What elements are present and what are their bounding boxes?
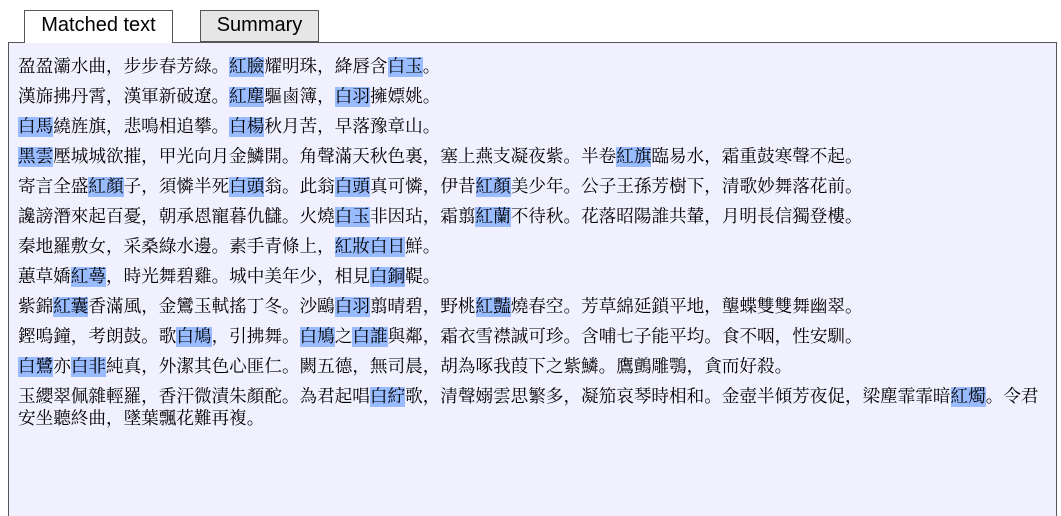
highlighted-match: 白紵 bbox=[369, 387, 406, 407]
highlighted-match: 紅臉 bbox=[229, 57, 265, 77]
text-segment: 。 bbox=[422, 57, 441, 77]
matched-text-line bbox=[18, 232, 1056, 262]
matched-text-line bbox=[18, 292, 1056, 322]
text-segment: 鞮。 bbox=[405, 267, 441, 287]
highlighted-match: 白楊 bbox=[229, 117, 265, 137]
text-segment: ，引拂舞。 bbox=[211, 327, 300, 347]
text-segment: 盈盈灞水曲，步步春芳綠。 bbox=[18, 57, 230, 77]
text-segment: 。令君安坐聽終曲，墜葉飄花難再複。 bbox=[18, 387, 1039, 429]
highlighted-match: 白鳩 bbox=[176, 327, 212, 347]
text-segment: 翦晴碧，野桃 bbox=[369, 297, 476, 317]
highlighted-match: 紅豔 bbox=[475, 297, 511, 317]
matched-text-panel bbox=[8, 42, 1057, 516]
text-segment: 玉纓翠佩雜輕羅，香汗微漬朱顏酡。為君起唱 bbox=[18, 387, 370, 407]
text-segment: 鏗嗚鐘，考朗鼓。歌 bbox=[18, 327, 177, 347]
highlighted-match: 白鷺 bbox=[18, 357, 54, 377]
tab-summary[interactable]: Summary bbox=[200, 10, 319, 42]
matched-text-line bbox=[18, 82, 1056, 112]
text-segment: 香滿風，金鸞玉軾搖丁冬。沙鷗 bbox=[88, 297, 335, 317]
text-segment: 讒謗潛來起百憂，朝承恩寵暮仇讎。火燒 bbox=[18, 207, 335, 227]
highlighted-match: 紅旗 bbox=[616, 147, 652, 167]
highlighted-match: 紅顏 bbox=[475, 177, 511, 197]
text-segment: 鮮。 bbox=[405, 237, 441, 257]
matched-text-lines bbox=[18, 52, 1056, 430]
highlighted-match: 白銅 bbox=[369, 267, 406, 287]
text-segment: 臨易水，霜重鼓寒聲不起。 bbox=[651, 147, 863, 167]
highlighted-match: 紅塵 bbox=[229, 87, 265, 107]
text-segment: 與鄰，霜衣雪襟誠可珍。含哺七子能平均。食不咽，性安馴。 bbox=[387, 327, 863, 347]
text-segment: 壓城城欲摧，甲光向月金鱗開。角聲滿天秋色裏，塞上燕支凝夜紫。半卷 bbox=[53, 147, 617, 167]
text-segment: 秦地羅敷女，采桑綠水邊。素手青條上， bbox=[18, 237, 335, 257]
text-segment: 燒春空。芳草綿延鎖平地，壟蝶雙雙舞幽翠。 bbox=[510, 297, 863, 317]
tab-matched-text[interactable]: Matched text bbox=[24, 10, 173, 43]
text-segment: 亦 bbox=[53, 357, 71, 377]
highlighted-match: 白頭 bbox=[229, 177, 265, 197]
matched-text-line bbox=[18, 172, 1056, 202]
highlighted-match: 白非 bbox=[70, 357, 107, 377]
text-segment: 子，須憐半死 bbox=[123, 177, 230, 197]
text-segment: 不待秋。花落昭陽誰共輦，月明長信獨登樓。 bbox=[510, 207, 863, 227]
matched-text-line bbox=[18, 142, 1056, 172]
matched-text-line bbox=[18, 112, 1056, 142]
matched-text-line bbox=[18, 382, 1048, 430]
text-segment: 繞旌旗，悲鳴相追攀。 bbox=[53, 117, 230, 137]
matched-text-line bbox=[18, 322, 1056, 352]
highlighted-match: 紅蕚 bbox=[70, 267, 106, 287]
text-segment: 耀明珠，絳唇含 bbox=[264, 57, 388, 77]
highlighted-match: 白羽 bbox=[334, 297, 370, 317]
text-segment: 真可憐，伊昔 bbox=[369, 177, 476, 197]
matched-text-line bbox=[18, 262, 1056, 292]
highlighted-match: 白玉 bbox=[334, 207, 370, 227]
highlighted-match: 紅蘭 bbox=[475, 207, 511, 227]
matched-text-line bbox=[18, 352, 1056, 382]
highlighted-match: 紅妝白日 bbox=[334, 237, 406, 257]
highlighted-match: 白誰 bbox=[352, 327, 388, 347]
text-segment: 純真，外潔其色心匪仁。闕五德，無司晨，胡為啄我葭下之紫鱗。鷹鸇雕鶚，貪而好殺。 bbox=[106, 357, 793, 377]
text-segment: 之 bbox=[334, 327, 353, 347]
text-segment: 翁。此翁 bbox=[264, 177, 335, 197]
text-segment: 秋月苦，早落豫章山。 bbox=[264, 117, 441, 137]
text-segment: ，時光舞碧雞。城中美年少，相見 bbox=[106, 267, 370, 287]
highlighted-match: 白頭 bbox=[334, 177, 370, 197]
text-segment: 美少年。公子王孫芳樹下，清歌妙舞落花前。 bbox=[510, 177, 863, 197]
text-segment: 非因玷，霜翦 bbox=[369, 207, 476, 227]
matched-text-line bbox=[18, 202, 1056, 232]
highlighted-match: 白玉 bbox=[387, 57, 423, 77]
tab-bar bbox=[0, 0, 1061, 42]
text-segment: 寄言全盛 bbox=[18, 177, 89, 197]
highlighted-match: 紅燭 bbox=[950, 387, 986, 407]
text-segment: 漢旆拂丹霄，漢軍新破遼。 bbox=[18, 87, 230, 107]
text-segment: 蕙草嬌 bbox=[18, 267, 71, 287]
highlighted-match: 黑雲 bbox=[18, 147, 54, 167]
highlighted-match: 白馬 bbox=[18, 117, 54, 137]
highlighted-match: 白羽 bbox=[334, 87, 370, 107]
highlighted-match: 紅顏 bbox=[88, 177, 124, 197]
matched-text-line bbox=[18, 52, 1056, 82]
highlighted-match: 紅囊 bbox=[53, 297, 89, 317]
text-segment: 驅鹵簿， bbox=[264, 87, 335, 107]
text-segment: 歌，清聲嫋雲思繁多，凝笳哀琴時相和。金壺半傾芳夜促，梁塵霏霏暗 bbox=[405, 387, 951, 407]
text-segment: 擁嫖姚。 bbox=[369, 87, 441, 107]
highlighted-match: 白鳩 bbox=[299, 327, 335, 347]
text-segment: 紫錦 bbox=[18, 297, 54, 317]
